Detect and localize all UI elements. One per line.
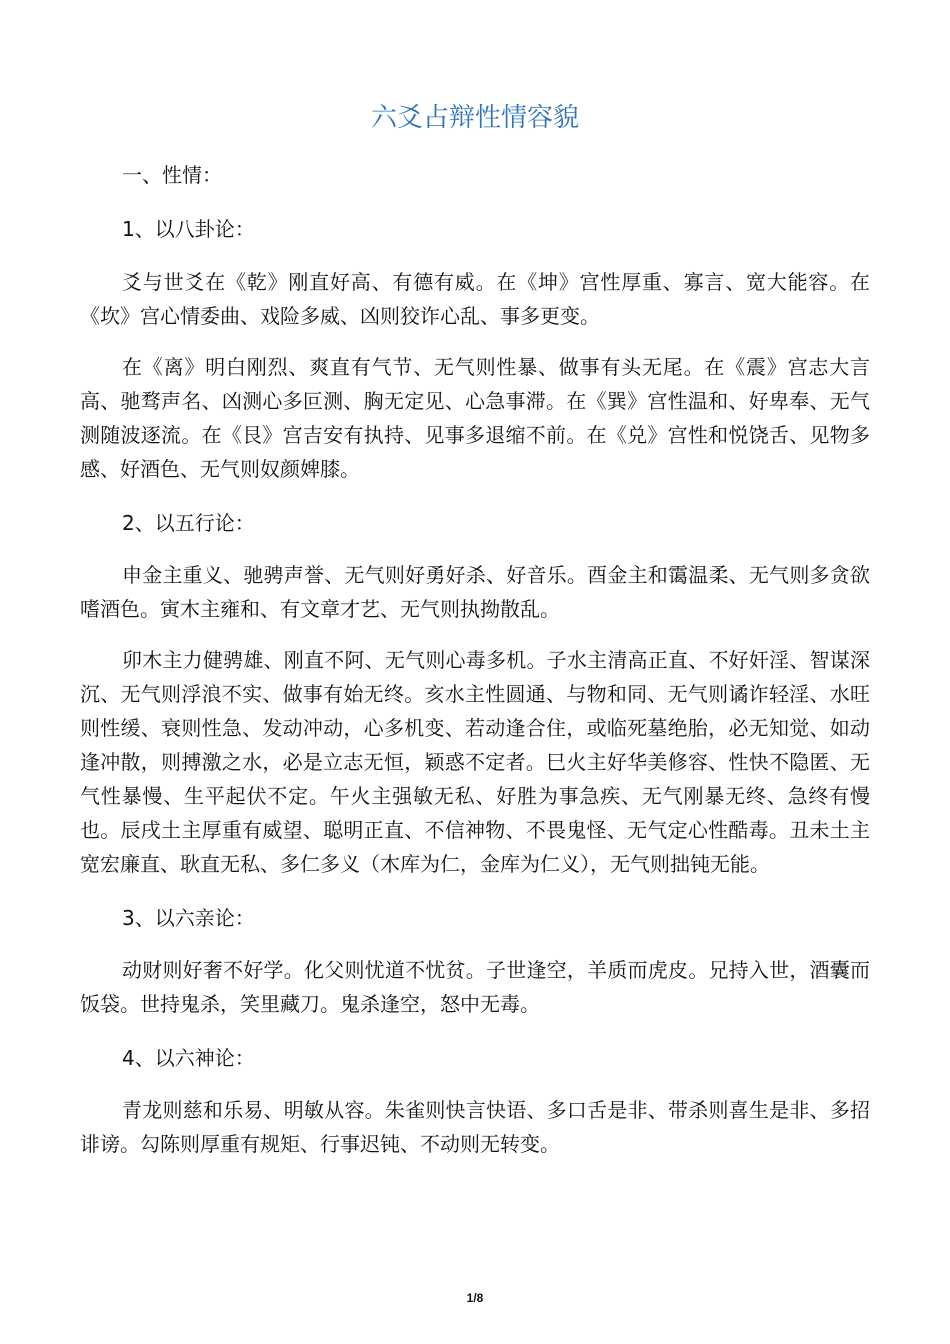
paragraph-wuxing-1: 申金主重义、驰骋声誉、无气则好勇好杀、好音乐。酉金主和霭温柔、无气则多贪欲嗜酒色。寅木主雍和、有文章才艺、无气则执拗散乱。	[80, 563, 870, 621]
paragraph-wuxing-2: 卯木主力健骋雄、刚直不阿、无气则心毒多机。子水主清高正直、不好奸淫、智谋深沉、无气则浮浪不实、做事有始无终。亥水主性圆通、与物和同、无气则谲诈轻淫、水旺则性缓、衰则性急、发动冲动，心多机变、若动逢合住，或临死墓绝胎，必无知觉、如动逢冲散，则搏激之水，必是立志无恒，颖惑不定者。巳火主好华美修容、性快不隐匿、无气性暴慢、生平起伏不定。午火主强敏无私、好胜为事急疾、无气刚暴无终、急终有慢也。辰戌土主厚重有威望、聪明正直、不信神物、不畏鬼怪、无气定心性酷毒。丑未土主宽宏廉直、耿直无私、多仁多义（木库为仁，金库为仁义），无气则拙钝无能。	[80, 648, 870, 876]
document-body	[80, 158, 870, 1161]
subsection-heading-bagua: 1、以八卦论：	[122, 217, 255, 241]
section-heading-nature: 一、性情：	[122, 163, 222, 187]
paragraph-bagua-2: 在《离》明白刚烈、爽直有气节、无气则性暴、做事有头无尾。在《震》宫志大言高、驰骛声名、凶测心多叵测、胸无定见、心急事滞。在《巽》宫性温和、好卑奉、无气测随波逐流。在《艮》宫吉安有执持、见事多退缩不前。在《兑》宫性和悦饶舌、见物多感、好酒色、无气则奴颜婢膝。	[80, 355, 870, 481]
paragraph-liuqin: 动财则好奢不好学。化父则忧道不忧贫。子世逢空，羊质而虎皮。兄持入世，酒囊而饭袋。世持鬼杀，笑里藏刀。鬼杀逢空，怒中无毒。	[80, 958, 870, 1016]
paragraph-bagua-1: 爻与世爻在《乾》刚直好高、有德有威。在《坤》宫性厚重、寡言、宽大能容。在《坎》宫心情委曲、戏险多威、凶则狡诈心乱、事多更变。	[80, 270, 870, 328]
paragraph-liushen: 青龙则慈和乐易、明敏从容。朱雀则快言快语、多口舌是非、带杀则喜生是非、多招诽谤。勾陈则厚重有规矩、行事迟钝、不动则无转变。	[80, 1098, 870, 1156]
subsection-heading-liuqin: 3、以六亲论：	[122, 906, 255, 930]
document-title: 六爻占辩性情容貌	[370, 103, 579, 133]
page-number: 1/8	[466, 1291, 484, 1305]
subsection-heading-wuxing: 2、以五行论：	[122, 511, 255, 535]
subsection-heading-liushen: 4、以六神论：	[122, 1046, 255, 1070]
